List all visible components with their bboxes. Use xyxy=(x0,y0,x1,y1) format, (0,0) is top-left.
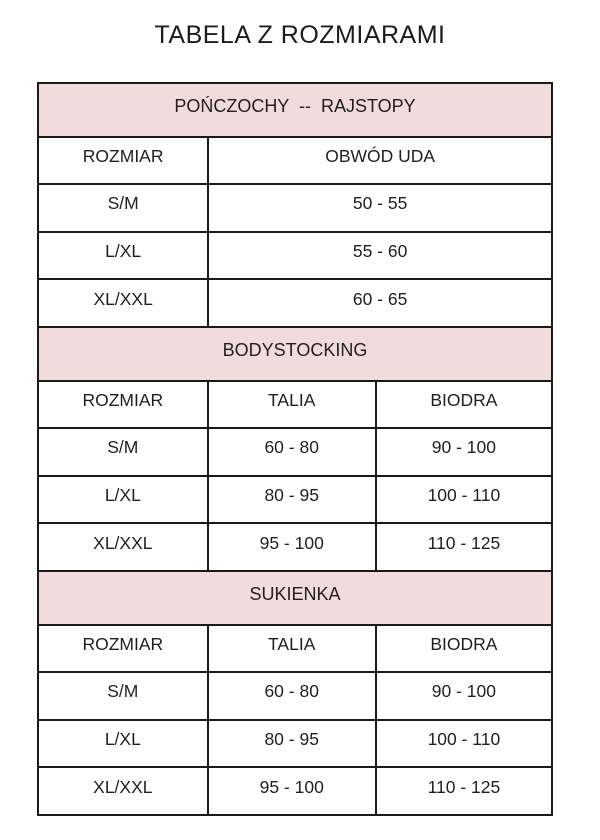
range-cell: 90 - 100 xyxy=(375,673,551,719)
size-cell: XL/XXL xyxy=(93,532,153,553)
table-row xyxy=(39,183,551,231)
section-header-ponczochy-rajstopy: POŃCZOCHY -- RAJSTOPY xyxy=(39,84,551,136)
column-header-rozmiar: ROZMIAR xyxy=(82,145,164,166)
section-header-bodystocking: BODYSTOCKING xyxy=(39,326,551,380)
table-row xyxy=(39,766,551,814)
range-cell: 100 - 110 xyxy=(375,477,551,523)
table-row xyxy=(39,475,551,523)
range-cell: 110 - 125 xyxy=(375,768,551,814)
range-cell: 100 - 110 xyxy=(375,721,551,767)
size-cell: S/M xyxy=(107,193,139,214)
section-header-sukienka: SUKIENKA xyxy=(39,570,551,624)
column-header-talia: TALIA xyxy=(207,626,375,672)
range-cell: 55 - 60 xyxy=(207,233,551,279)
range-cell: 60 - 65 xyxy=(207,280,551,326)
table-row xyxy=(39,427,551,475)
column-header-rozmiar: ROZMIAR xyxy=(82,389,164,410)
table-row xyxy=(39,522,551,570)
column-header-obwod-uda: OBWÓD UDA xyxy=(207,138,551,184)
column-header-row xyxy=(39,624,551,672)
column-header-row xyxy=(39,380,551,428)
range-cell: 50 - 55 xyxy=(207,185,551,231)
size-cell: L/XL xyxy=(105,241,142,262)
range-cell: 95 - 100 xyxy=(207,768,375,814)
range-cell: 80 - 95 xyxy=(207,721,375,767)
table-row xyxy=(39,278,551,326)
column-header-talia: TALIA xyxy=(207,382,375,428)
range-cell: 60 - 80 xyxy=(207,429,375,475)
range-cell: 80 - 95 xyxy=(207,477,375,523)
column-header-biodra: BIODRA xyxy=(375,382,551,428)
size-cell: S/M xyxy=(107,681,139,702)
table-row xyxy=(39,231,551,279)
size-cell: XL/XXL xyxy=(93,776,153,797)
column-header-biodra: BIODRA xyxy=(375,626,551,672)
page-title: TABELA Z ROZMIARAMI xyxy=(154,21,446,49)
size-cell: S/M xyxy=(107,437,139,458)
size-table xyxy=(37,82,553,816)
range-cell: 95 - 100 xyxy=(207,524,375,570)
column-header-rozmiar: ROZMIAR xyxy=(82,633,164,654)
range-cell: 90 - 100 xyxy=(375,429,551,475)
range-cell: 60 - 80 xyxy=(207,673,375,719)
size-cell: L/XL xyxy=(104,485,141,506)
table-row xyxy=(39,671,551,719)
column-header-row xyxy=(39,136,551,184)
table-row xyxy=(39,719,551,767)
size-cell: L/XL xyxy=(104,729,141,750)
size-cell: XL/XXL xyxy=(93,288,153,309)
range-cell: 110 - 125 xyxy=(375,524,551,570)
